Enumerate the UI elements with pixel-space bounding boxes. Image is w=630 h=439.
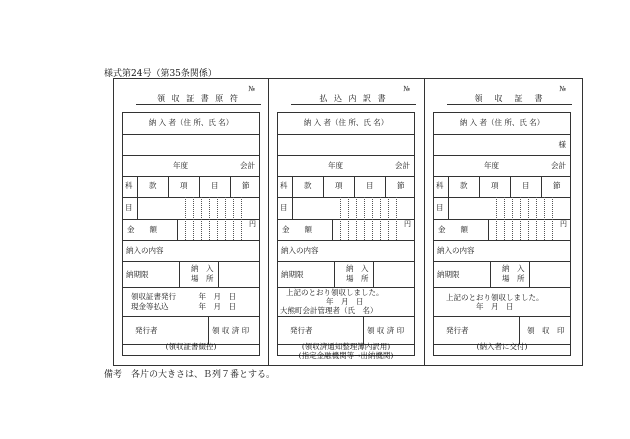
slip-number-label: № <box>248 85 255 93</box>
issuer-label: 発行者 <box>290 326 313 335</box>
content-label: 納入の内容 <box>437 246 475 255</box>
payment-place-label-top: 納 入 <box>346 264 369 273</box>
amount-label: 金 額 <box>282 225 312 234</box>
kamoku-label-top: 科 <box>436 181 444 190</box>
content-label: 納入の内容 <box>281 246 319 255</box>
deadline-label: 納期限 <box>126 270 149 279</box>
stamp-label: 領 収 印 <box>527 326 565 335</box>
kamoku-label-top: 科 <box>125 181 133 190</box>
yen-label: 円 <box>560 220 567 228</box>
issue-date-line: 領収証書発行 年 月 日 <box>131 292 236 301</box>
slip-heading: 領 収 証 書 <box>447 94 572 105</box>
slip-payment-breakdown <box>269 78 423 366</box>
yen-label: 円 <box>249 220 256 228</box>
setsu-label: 節 <box>242 181 250 190</box>
kou-label: 項 <box>491 181 499 190</box>
setsu-label: 節 <box>553 181 561 190</box>
deadline-label: 納期限 <box>281 270 304 279</box>
deadline-label: 納期限 <box>437 270 460 279</box>
receipt-statement: 上記のとおり領収しました。 <box>286 288 384 297</box>
receipt-date-line: 年 月 日 <box>326 297 364 306</box>
payment-place-label-top: 納 入 <box>191 264 214 273</box>
moku-label: 目 <box>522 181 530 190</box>
slip-table <box>433 112 571 356</box>
fiscal-year-label: 年度 <box>173 161 188 170</box>
amount-label: 金 額 <box>127 225 157 234</box>
slip-number-label: № <box>403 85 410 93</box>
slip-receipt-stub <box>114 78 268 366</box>
stamp-label: 領 収 済 印 <box>367 326 405 335</box>
receipt-date-line: 年 月 日 <box>476 302 514 311</box>
fiscal-year-label: 年度 <box>484 161 499 170</box>
kamoku-label-bottom: 目 <box>436 203 444 212</box>
stamp-label: 領 収 済 印 <box>212 326 250 335</box>
slip-heading: 領 収 証 書 原 符 <box>136 94 261 105</box>
issuer-label: 発行者 <box>135 326 158 335</box>
account-label: 会計 <box>551 161 566 170</box>
content-label: 納入の内容 <box>126 246 164 255</box>
moku-label: 目 <box>211 181 219 190</box>
slip-receipt <box>425 78 579 366</box>
kan-label: 款 <box>304 181 312 190</box>
slip-heading: 払 込 内 訳 書 <box>291 94 416 105</box>
payment-date-line: 現金等払込 年 月 日 <box>131 302 236 311</box>
amount-label: 金 額 <box>438 225 468 234</box>
issuer-label: 発行者 <box>446 326 469 335</box>
account-label: 会計 <box>240 161 255 170</box>
kamoku-label-bottom: 目 <box>280 203 288 212</box>
payer-label: 納 入 者（住 所、氏 名） <box>148 118 234 127</box>
slip-caption-line-1: (領収済通知整理簿内訳用) <box>301 342 391 351</box>
kamoku-label-bottom: 目 <box>125 203 133 212</box>
setsu-label: 節 <box>397 181 405 190</box>
payer-label: 納 入 者（住 所、氏 名） <box>303 118 389 127</box>
payment-place-label-bottom: 場 所 <box>502 274 525 283</box>
kan-label: 款 <box>460 181 468 190</box>
slip-caption: (納入者に交付) <box>476 342 528 351</box>
fiscal-year-label: 年度 <box>328 161 343 170</box>
footnote: 備考 各片の大きさは、Ｂ列７番とする。 <box>104 370 276 380</box>
slip-table <box>277 112 415 356</box>
moku-label: 目 <box>366 181 374 190</box>
account-label: 会計 <box>395 161 410 170</box>
slip-caption: (領収証書綴控) <box>165 342 217 351</box>
receipt-statement: 上記のとおり領収しました。 <box>446 293 544 302</box>
form-title: 様式第24号（第35条関係） <box>104 69 217 79</box>
honorific-sama: 様 <box>558 140 566 149</box>
payment-place-label-top: 納 入 <box>502 264 525 273</box>
slip-caption-line-2: (指定金融機関等→出納機関) <box>298 351 394 360</box>
payment-place-label-bottom: 場 所 <box>191 274 214 283</box>
kou-label: 項 <box>180 181 188 190</box>
yen-label: 円 <box>404 220 411 228</box>
slip-number-label: № <box>559 85 566 93</box>
payer-label: 納 入 者（住 所、氏 名） <box>459 118 545 127</box>
kou-label: 項 <box>335 181 343 190</box>
treasurer-line: 大熊町会計管理者（氏 名） <box>280 306 378 315</box>
kan-label: 款 <box>149 181 157 190</box>
slip-table <box>122 112 260 356</box>
kamoku-label-top: 科 <box>280 181 288 190</box>
payment-place-label-bottom: 場 所 <box>346 274 369 283</box>
